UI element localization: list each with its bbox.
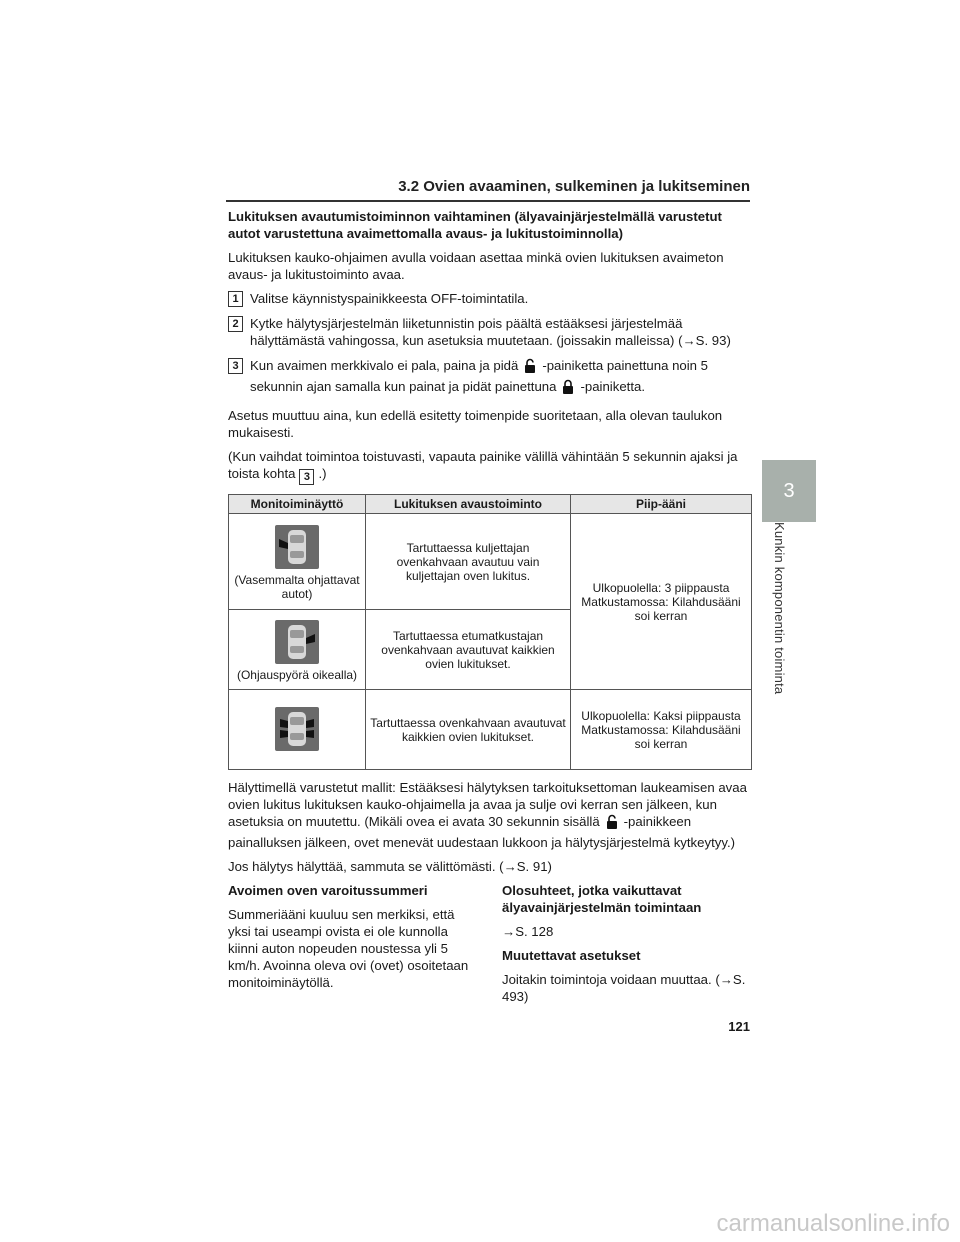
function-cell: Tartuttaessa ovenkahvaan avautuvat kaikkien ovien lukitukset. <box>366 690 571 770</box>
right-column <box>502 882 752 1012</box>
step-number: 3 <box>228 358 243 374</box>
car-top-view-icon <box>275 620 319 664</box>
step-text-c: -painiketta. <box>580 379 645 394</box>
column-header: Piip-ääni <box>571 495 752 514</box>
door-warning-heading: Avoimen oven varoitussummeri <box>228 883 428 898</box>
left-column <box>228 882 478 1012</box>
chapter-header: 3.2 Ovien avaaminen, sulkeminen ja lukitseminen <box>398 178 750 195</box>
step-2 <box>228 315 752 349</box>
beep-outside: Ulkopuolella: 3 piippausta <box>592 580 730 595</box>
setting-change-paragraph: Asetus muuttuu aina, kun edellä esitetty toimenpide suoritetaan, alla olevan taulukon mukaisesti. <box>228 408 723 440</box>
settings-text: Joitakin toimintoja voidaan muuttaa. (→S. 493) <box>502 972 746 1004</box>
step-1 <box>228 290 752 307</box>
unlock-icon <box>606 814 618 834</box>
conditions-heading: Olosuhteet, jotka vaikuttavat älyavainjärjestelmän toimintaan <box>502 883 702 915</box>
repeat-paragraph <box>228 448 752 485</box>
car-top-view-icon <box>275 525 319 569</box>
beep-inside: Matkustamossa: Kilahdusääni soi kerran <box>581 722 741 751</box>
section-title: Lukituksen avautumistoiminnon vaihtaminen (älyavainjärjestelmällä varustetut autot varustettuna avaimettomalla avaus- ja lukitustoiminnolla) <box>228 209 722 241</box>
intro-paragraph: Lukituksen kauko-ohjaimen avulla voidaan asettaa minkä ovien lukituksen avaimeton avaus- ja lukitustoiminto avaa. <box>228 250 724 282</box>
alarm-text-b: -painikkeen painalluksen jälkeen, ovet menevät uudestaan lukkoon ja hälytysjärjestelmä kytkeytyy.) <box>228 814 736 850</box>
door-warning-text: Summeriääni kuuluu sen merkiksi, että yksi tai useampi ovista ei ole kunnolla kiinni auton nopeuden noustessa yli 5 km/h. Avoinna oleva ovi (ovet) osoitetaan monitoiminäytöllä. <box>228 907 469 990</box>
beep-inside: Matkustamossa: Kilahdusääni soi kerran <box>581 594 741 623</box>
step-text-a: Kun avaimen merkkivalo ei pala, paina ja pidä <box>250 358 519 373</box>
repeat-text-a: (Kun vaihdat toimintoa toistuvasti, vapauta painike välillä vähintään 5 sekunnin ajaksi ja toista kohta <box>228 449 738 481</box>
alarm-paragraph <box>228 779 752 851</box>
step-reference: 3 <box>299 469 314 485</box>
watermark: carmanualsonline.info <box>716 1210 950 1237</box>
repeat-text-b: .) <box>318 466 327 481</box>
page-content <box>228 208 752 1012</box>
column-header: Monitoiminäyttö <box>229 495 366 514</box>
two-column-notes <box>228 882 752 1012</box>
function-cell: Tartuttaessa kuljettajan ovenkahvaan avautuu vain kuljettajan oven lukitus. <box>366 514 571 610</box>
chapter-label-text: Kunkin komponentin toiminta <box>772 522 787 695</box>
display-cell <box>229 690 366 770</box>
page-number: 121 <box>728 1019 750 1034</box>
settings-heading: Muutettavat asetukset <box>502 948 641 963</box>
unlock-icon <box>524 358 536 378</box>
function-cell: Tartuttaessa etumatkustajan ovenkahvaan avautuvat kaikkien ovien lukitukset. <box>366 610 571 690</box>
display-cell <box>229 514 366 610</box>
column-header: Lukituksen avaustoiminto <box>366 495 571 514</box>
chapter-label <box>762 522 792 718</box>
display-label: (Vasemmalta ohjattavat autot) <box>234 572 360 601</box>
chapter-tab: 3 <box>762 460 816 522</box>
display-label: (Ohjauspyörä oikealla) <box>236 667 358 682</box>
conditions-reference: →S. 128 <box>502 924 554 939</box>
step-text: Valitse käynnistyspainikkeesta OFF-toimintatila. <box>250 291 529 306</box>
alarm-text-a: Hälyttimellä varustetut mallit: Estääksesi hälytyksen tarkoituksettoman laukeamisen avaa ovien lukitus lukituksen kauko-ohjaimella ja avaa ja sulje ovi kerran sen jälkeen, kun asetuksia on muutettu. (Mikäli ovea ei avata 30 sekunnin sisällä <box>228 780 747 829</box>
alarm-note: Jos hälytys hälyttää, sammuta se välittömästi. (→S. 91) <box>228 859 552 874</box>
lock-icon <box>562 379 574 399</box>
table-row <box>229 690 752 770</box>
display-cell <box>229 610 366 690</box>
beep-outside: Ulkopuolella: Kaksi piippausta <box>581 708 741 723</box>
step-text: Kytke hälytysjärjestelmän liiketunnistin pois päältä estääksesi järjestelmää hälyttämästä vahingossa, kun asetuksia muutetaan. (joissakin malleissa) (→S. 93) <box>250 316 731 348</box>
beep-cell <box>571 514 752 690</box>
car-top-view-icon <box>275 707 319 751</box>
table-row <box>229 514 752 610</box>
header-divider <box>226 200 750 202</box>
step-number: 1 <box>228 291 243 307</box>
beep-cell <box>571 690 752 770</box>
step-3 <box>228 357 752 399</box>
step-number: 2 <box>228 316 243 332</box>
settings-table <box>228 494 752 770</box>
table-header-row <box>229 495 752 514</box>
step-text-b: -painiketta painettuna noin 5 sekunnin ajan samalla kun painat ja pidät painettuna <box>250 358 709 394</box>
